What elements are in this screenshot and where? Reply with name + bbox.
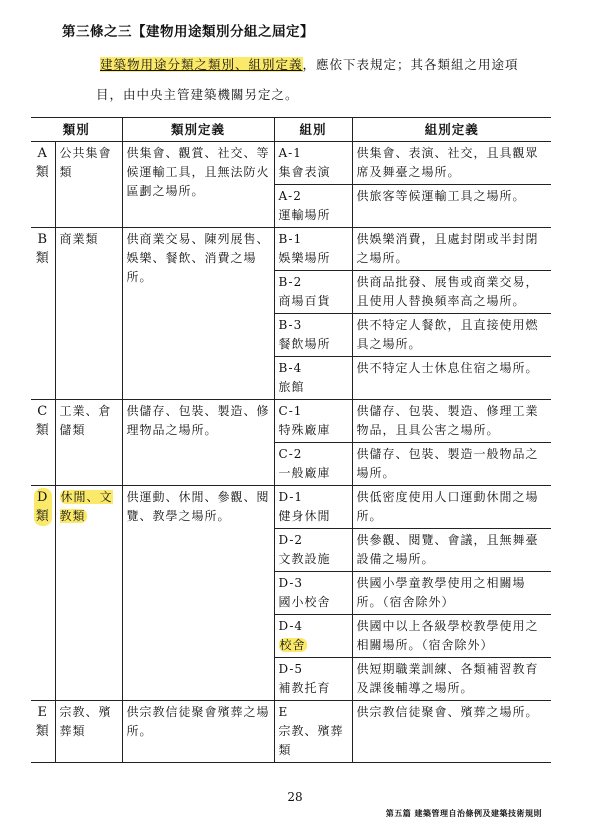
category-name xyxy=(55,142,122,228)
category-name xyxy=(55,400,122,486)
group-code-text: C-2 xyxy=(278,447,303,461)
category-letter xyxy=(31,142,55,228)
group-code-text: A-1 xyxy=(278,146,302,160)
category-letter-suffix: 類 xyxy=(35,165,50,180)
page-number: 28 xyxy=(287,790,303,804)
group-definition xyxy=(352,400,551,443)
group-code xyxy=(274,271,352,314)
group-definition-text: 供短期職業訓練、各類補習教育及課後輔導之場所。 xyxy=(356,662,539,695)
table-row xyxy=(31,701,551,763)
group-code xyxy=(274,658,352,701)
category-letter xyxy=(31,701,55,763)
group-definition-text: 供不特定人士休息住宿之場所。 xyxy=(356,361,539,375)
group-definition xyxy=(352,271,551,314)
group-name-text: 宗教、殯葬類 xyxy=(278,724,344,757)
intro-text-line2: 目，由中央主管建築機關另定之。 xyxy=(96,87,299,102)
group-code xyxy=(274,142,352,185)
header-group-definition: 組別定義 xyxy=(352,118,551,142)
group-code-text: B-2 xyxy=(278,275,303,289)
group-code-text: A-2 xyxy=(278,189,302,203)
category-letter-text: A xyxy=(37,146,48,161)
group-name-text: 旅館 xyxy=(278,380,305,394)
group-code xyxy=(274,486,352,529)
group-code xyxy=(274,228,352,271)
group-definition xyxy=(352,701,551,763)
group-name-text: 特殊廠庫 xyxy=(278,423,331,437)
category-letter-suffix: 類 xyxy=(35,509,50,524)
group-definition xyxy=(352,529,551,572)
group-name-text: 集會表演 xyxy=(278,165,331,179)
header-category: 類別 xyxy=(31,118,122,142)
group-name-text: 補教托育 xyxy=(278,681,331,695)
group-code-text: D-3 xyxy=(278,576,304,590)
category-letter xyxy=(31,228,55,400)
group-name-text: 文教設施 xyxy=(278,552,331,566)
category-name-text: 公共集會類 xyxy=(59,146,112,179)
category-letter-text: C xyxy=(37,404,49,419)
group-definition xyxy=(352,486,551,529)
category-definition xyxy=(122,486,274,701)
group-definition xyxy=(352,314,551,357)
group-code xyxy=(274,357,352,400)
group-code-text: C-1 xyxy=(278,404,303,418)
group-code xyxy=(274,443,352,486)
group-name-text: 國小校舍 xyxy=(278,595,331,609)
group-definition xyxy=(352,658,551,701)
category-definition-text: 供運動、休閒、參觀、閱覽、教學之場所。 xyxy=(126,490,270,523)
group-code xyxy=(274,529,352,572)
group-name-text: 校舍 xyxy=(279,638,306,652)
group-code-text: D-4 xyxy=(278,619,304,633)
category-definition-text: 供宗教信徒聚會殯葬之場所。 xyxy=(126,705,270,738)
intro-highlight: 建築物用途分類之類別、組別定義 xyxy=(100,57,303,72)
category-definition-text: 供商業交易、陳列展售、娛樂、餐飲、消費之場所。 xyxy=(126,232,270,284)
group-definition-text: 供不特定人餐飲，且直接使用燃具之場所。 xyxy=(356,318,539,351)
group-definition xyxy=(352,615,551,658)
header-group: 組別 xyxy=(274,118,352,142)
group-code-text: B-4 xyxy=(278,361,303,375)
group-definition-text: 供娛樂消費，且處封閉或半封閉之場所。 xyxy=(356,232,539,265)
page-footer: 第五篇 建築管理自治條例及建築技術規則 xyxy=(385,808,542,818)
group-code-text: D-5 xyxy=(278,662,304,676)
category-definition xyxy=(122,701,274,763)
group-definition-text: 供儲存、包裝、製造、修理工業物品，且具公害之場所。 xyxy=(356,404,539,437)
article-title: 第三條之三【建物用途類別分組之屆定】 xyxy=(62,24,314,40)
intro-paragraph xyxy=(96,50,540,110)
classification-table xyxy=(31,117,551,763)
group-code-text: E xyxy=(278,705,289,719)
category-letter-text: E xyxy=(37,705,48,720)
category-definition-text: 供集會、觀賞、社交、等候運輸工具，且無法防火區劃之場所。 xyxy=(126,146,270,198)
category-definition-text: 供儲存、包裝、製造、修理物品之場所。 xyxy=(126,404,270,437)
category-letter-suffix: 類 xyxy=(35,423,50,438)
group-code xyxy=(274,400,352,443)
category-definition xyxy=(122,142,274,228)
category-letter-text: B xyxy=(37,232,49,247)
group-definition-text: 供旅客等候運輸工具之場所。 xyxy=(356,189,526,203)
category-letter-text: D xyxy=(37,490,49,505)
group-code xyxy=(274,701,352,763)
category-name-text: 商業類 xyxy=(59,232,99,246)
group-definition-text: 供集會、表演、社交，且具觀眾席及舞臺之場所。 xyxy=(356,146,539,179)
group-definition xyxy=(352,443,551,486)
header-category-definition: 類別定義 xyxy=(122,118,274,142)
group-code-text: B-1 xyxy=(278,232,303,246)
category-definition xyxy=(122,400,274,486)
group-name-text: 運輸場所 xyxy=(278,208,331,222)
group-definition-text: 供商品批發、展售或商業交易，且使用人替換頻率高之場所。 xyxy=(356,275,539,308)
category-definition xyxy=(122,228,274,400)
table-row xyxy=(31,400,551,443)
group-code-text: D-1 xyxy=(278,490,304,504)
group-definition-text: 供儲存、包裝、製造一般物品之場所。 xyxy=(356,447,539,480)
group-definition-text: 供低密度使用人口運動休閒之場所。 xyxy=(356,490,539,523)
group-name-text: 餐飲場所 xyxy=(278,337,331,351)
category-letter-suffix: 類 xyxy=(35,724,50,739)
group-definition-text: 供國小學童教學使用之相關場所。（宿舍除外） xyxy=(356,576,526,609)
table-row xyxy=(31,142,551,185)
group-name-text: 一般廠庫 xyxy=(278,466,331,480)
table-row xyxy=(31,228,551,271)
group-name-text: 娛樂場所 xyxy=(278,251,331,265)
category-name xyxy=(55,228,122,400)
group-code xyxy=(274,314,352,357)
group-name-text: 健身休閒 xyxy=(278,509,331,523)
category-name-text: 工業、倉儲類 xyxy=(59,404,112,437)
group-code-text: D-2 xyxy=(278,533,304,547)
group-code xyxy=(274,185,352,228)
category-name-text: 休閒、文教類 xyxy=(59,490,113,523)
group-definition-text: 供宗教信徒聚會、殯葬之場所。 xyxy=(356,705,539,719)
group-code xyxy=(274,615,352,658)
group-definition xyxy=(352,142,551,185)
category-name xyxy=(55,486,122,701)
group-code xyxy=(274,572,352,615)
category-name xyxy=(55,701,122,763)
category-letter-suffix: 類 xyxy=(35,251,50,266)
category-letter xyxy=(31,400,55,486)
group-definition xyxy=(352,357,551,400)
intro-text: ，應依下表規定；其各類組之用途項 xyxy=(302,57,519,72)
category-name-text: 宗教、殯葬類 xyxy=(59,705,112,738)
group-name-text: 商場百貨 xyxy=(278,294,331,308)
group-definition xyxy=(352,185,551,228)
group-code-text: B-3 xyxy=(278,318,303,332)
group-definition xyxy=(352,572,551,615)
group-definition-text: 供國中以上各級學校教學使用之相關場所。（宿舍除外） xyxy=(356,619,539,652)
table-header-row xyxy=(31,118,551,142)
group-definition xyxy=(352,228,551,271)
group-definition-text: 供參觀、閱覽、會議，且無舞臺設備之場所。 xyxy=(356,533,539,566)
table-row xyxy=(31,486,551,529)
category-letter xyxy=(31,486,55,701)
